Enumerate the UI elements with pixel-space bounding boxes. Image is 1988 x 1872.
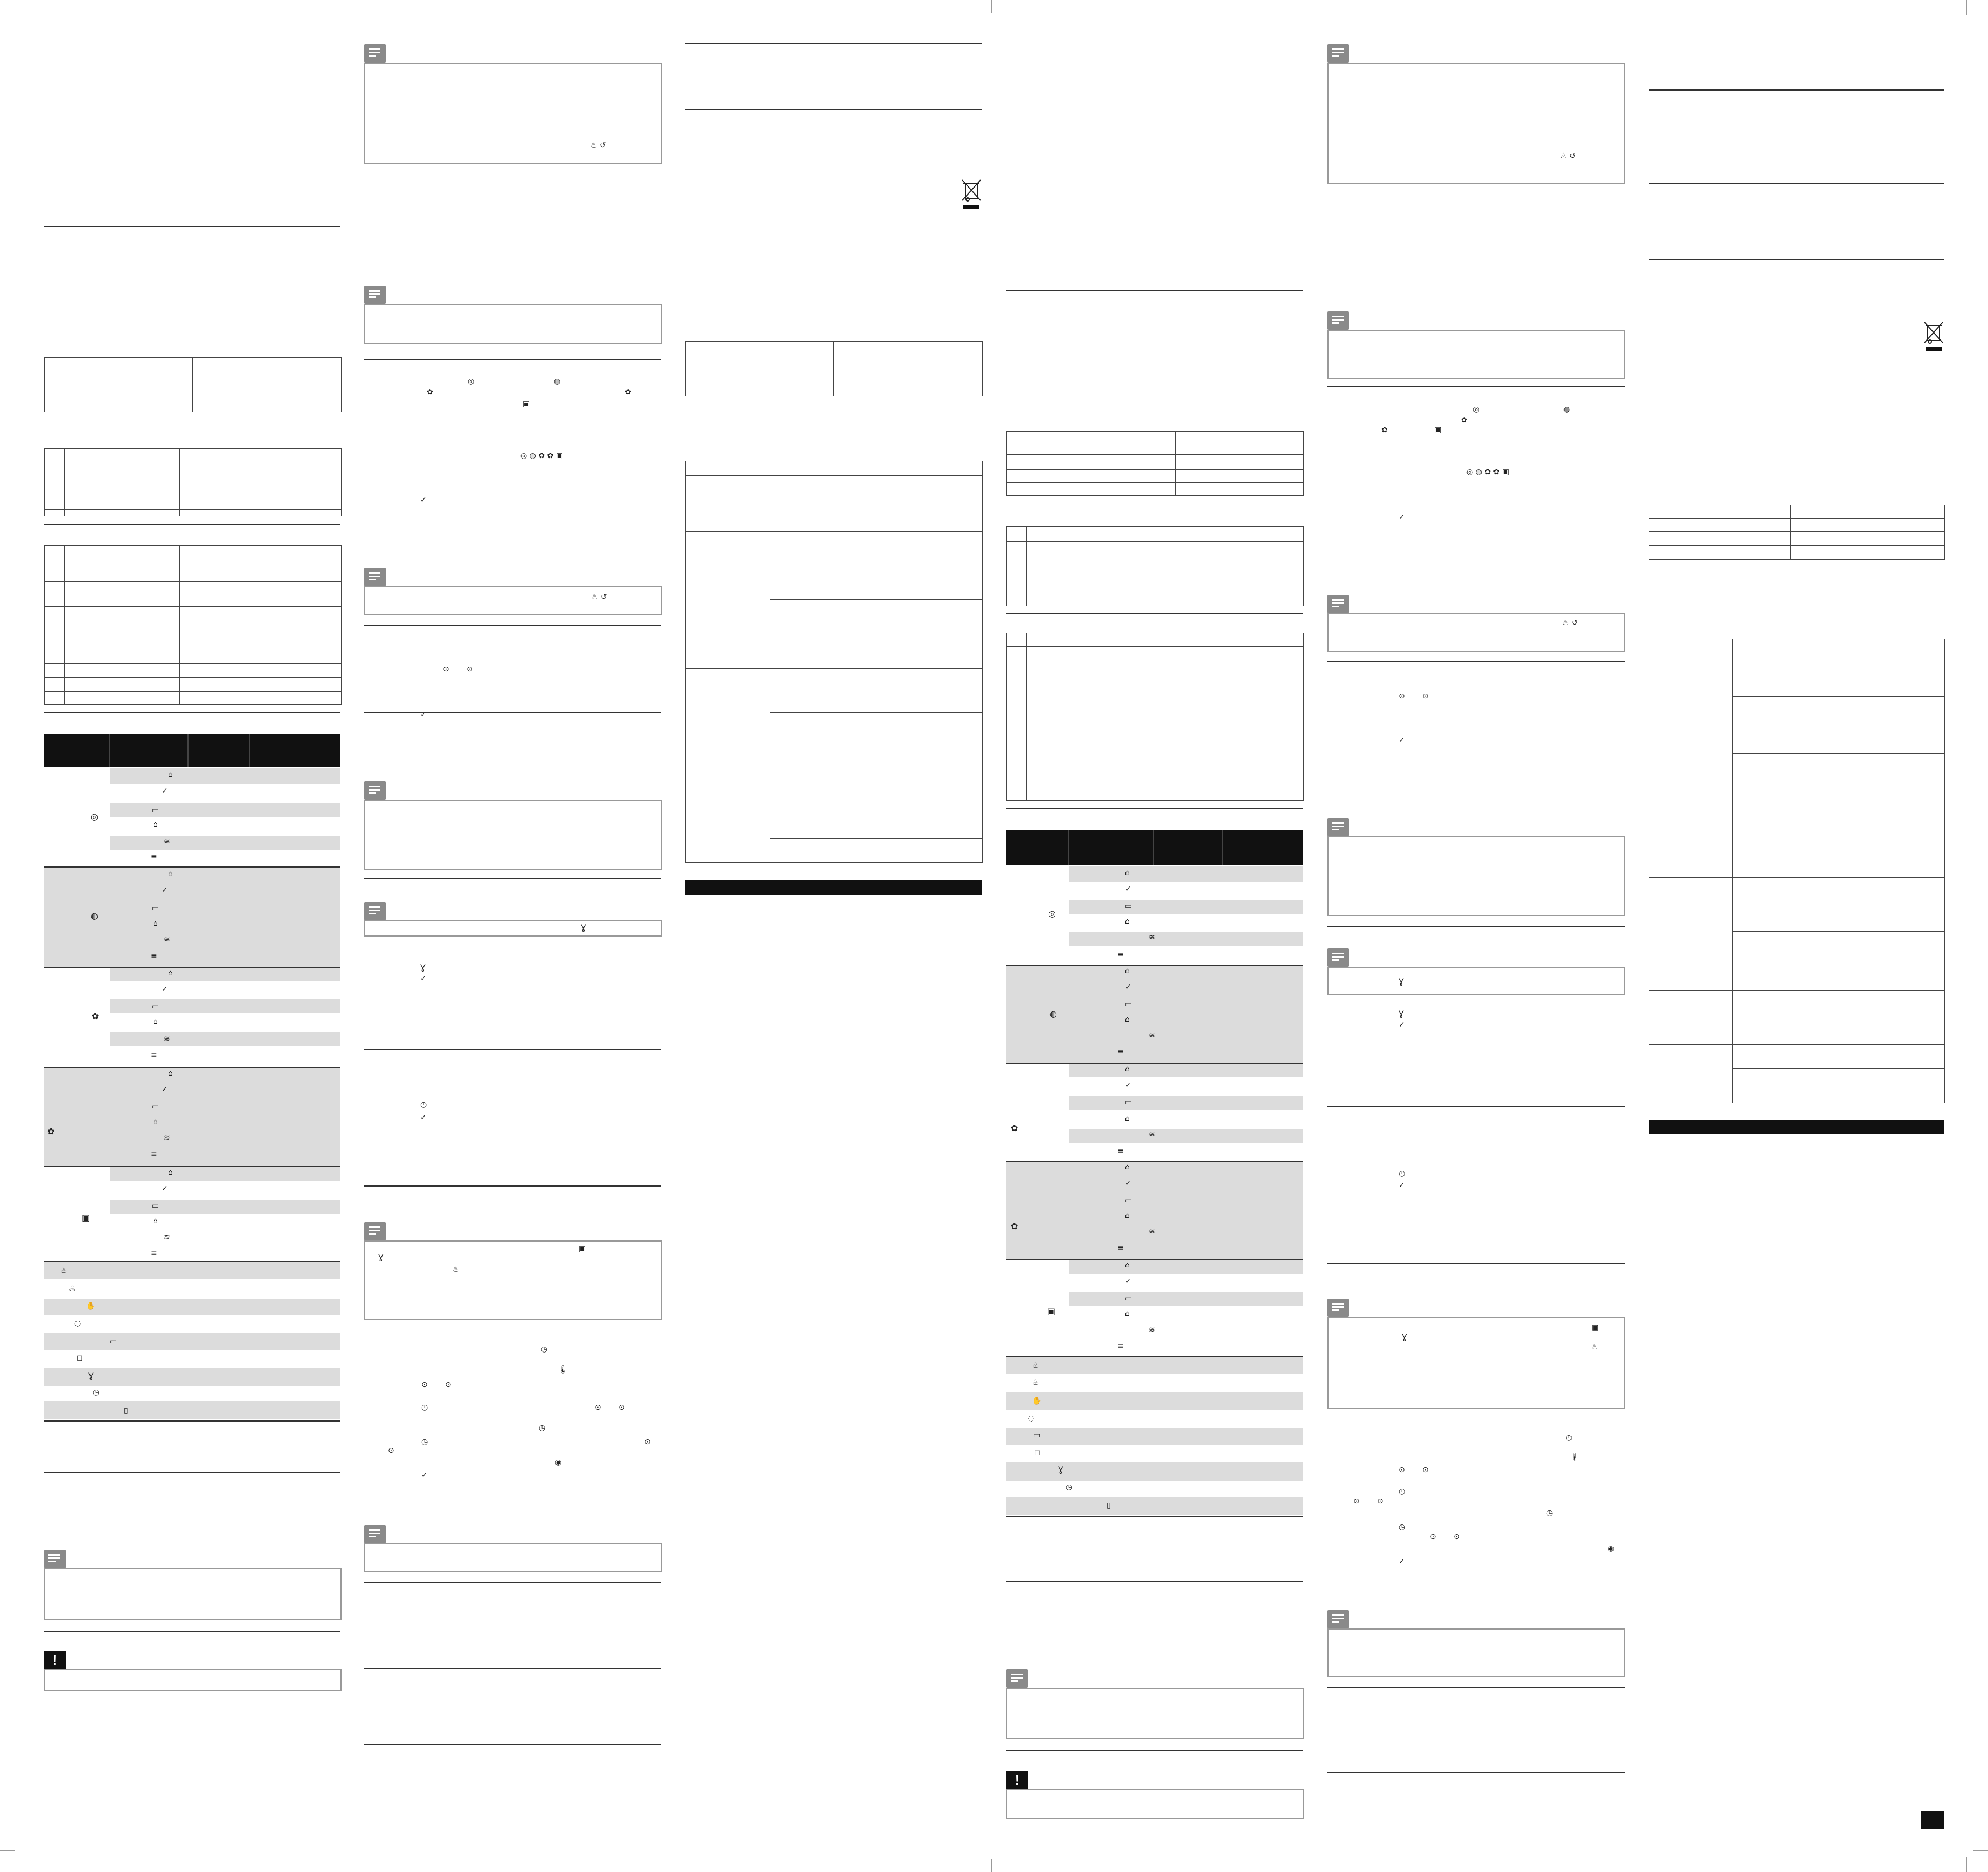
column-6 [1649,0,1988,1872]
section-divider [364,1668,661,1669]
section-divider [364,359,661,360]
confirm-check-icon: ✓ [420,1113,427,1122]
sticky-icon: ⌂ [1125,1309,1130,1318]
note-box [1327,63,1625,184]
custom-texture-icon: ≋ [164,1035,170,1043]
note-icon [364,286,386,304]
crop-mark [1966,0,1967,15]
plus-button-icon: ⊙ [644,1438,651,1446]
page-number-block [1921,1811,1944,1829]
note-icon [1327,311,1349,330]
custom-texture-icon: ≋ [1149,1031,1155,1040]
mixed-grain-icon: ✿ [47,1126,55,1136]
soft-icon: ✓ [162,985,168,994]
grain-icon: ✋ [86,1302,96,1311]
grain-icon: ✿ [92,1011,99,1021]
keep-warm-icon: ♨ ↺ [1560,152,1576,161]
confirm-check-icon: ✓ [420,496,427,504]
crossed-out-wheelie-bin-icon [1921,320,1946,352]
rice-program-icons: ◎ ◍ ✿ ✿ ▣ [1466,468,1509,476]
custom-texture-icon: ≡ [151,1150,157,1159]
regular-icon: ▭ [1125,1000,1132,1009]
section-divider [1649,89,1944,91]
parts-table-b [44,545,342,705]
troubleshooting-table [1649,639,1945,1103]
note-icon [1327,44,1349,63]
fluffy-icon: ⌂ [168,771,173,779]
custom-texture-icon: ≡ [1117,1147,1124,1155]
multigrain-icon: ▣ [579,1245,586,1253]
fluffy-icon: ⌂ [168,1168,173,1177]
crossed-out-wheelie-bin-icon [959,178,984,210]
regular-icon: ▭ [152,1103,159,1111]
crop-mark [1966,1857,1967,1872]
program-table [1006,830,1303,1517]
note-box [1327,613,1625,652]
section-divider [1327,1772,1625,1773]
section-divider [1649,259,1944,260]
timer-icon: ◷ [1546,1509,1553,1517]
section-divider [1006,808,1303,809]
fluffy-icon: ⌂ [168,1069,173,1078]
timer-icon: ◷ [93,1388,100,1397]
note-box [1327,836,1625,916]
timer-icon: ◷ [421,1438,428,1446]
rice-pot-icon: ◍ [91,911,98,921]
steam-icon: Ɣ [1058,1466,1063,1474]
note-box [1327,967,1625,995]
steam-icon: Ɣ [1402,1333,1407,1342]
parts-table-a [1006,526,1304,606]
multigrain-icon: ▣ [1591,1323,1599,1332]
section-divider [685,109,982,110]
warning-box [44,1669,342,1691]
program-table [44,734,340,1423]
parts-table-b [1006,633,1304,801]
section-divider [1006,290,1303,291]
section-divider [1006,613,1303,614]
keep-warm-icon: ♨ [453,1265,460,1274]
rice-pot-icon: ◍ [554,377,561,386]
regular-icon: ▭ [1125,1098,1132,1107]
section-divider [364,1049,661,1050]
custom-texture-icon: ≋ [164,1134,170,1142]
regular-icon: ▭ [152,904,159,913]
section-divider [1327,1687,1625,1688]
plus-button-icon: ⊙ [443,665,449,674]
note-icon [364,781,386,800]
custom-texture-icon: ≡ [151,1249,157,1258]
soft-icon: ✓ [162,886,168,895]
note-icon [364,44,386,63]
soft-icon: ✓ [162,1184,168,1193]
minus-button-icon: ⊙ [388,1446,394,1455]
section-divider [364,712,661,713]
steam-icon: ♨ [60,1266,67,1275]
keep-warm-icon: ♨ [1591,1343,1598,1351]
rice-pot-icon: ◻ [77,1354,83,1362]
sticky-icon: ⌂ [1125,917,1130,926]
steam-icon: Ɣ [1399,977,1404,986]
plus-button-icon: ⊙ [595,1403,601,1412]
spec-table [1006,431,1304,496]
multigrain-icon: ▣ [1434,426,1442,434]
custom-texture-icon: ≋ [1149,1228,1155,1236]
custom-texture-icon: ≋ [164,837,170,846]
timer-icon: ◷ [541,1345,548,1354]
fold-mark [991,0,992,13]
note-box [1327,1628,1625,1677]
multigrain-icon: ▣ [1047,1306,1056,1316]
rice-pot-icon: ◻ [1034,1448,1041,1457]
mixed-grain-icon: ✿ [1381,426,1388,434]
power-icon: ◉ [555,1458,562,1467]
sticky-icon: ⌂ [1125,1015,1130,1024]
fluffy-icon: ⌂ [168,870,173,878]
minus-button-icon: ⊙ [1454,1533,1460,1541]
fluffy-icon: ⌂ [1125,869,1130,877]
rice-bowl-icon: ◎ [91,812,98,822]
note-box [44,1568,342,1620]
steam-icon: Ɣ [378,1253,384,1262]
rice-bowl-icon: ◎ [1473,405,1480,414]
fluffy-icon: ⌂ [1125,1065,1130,1073]
note-box [1006,1688,1304,1739]
section-divider [685,43,982,44]
sticky-icon: ⌂ [1125,1211,1130,1220]
fluffy-icon: ⌂ [168,969,173,977]
timer-icon: ◷ [539,1424,546,1432]
crop-mark [0,1850,15,1851]
custom-texture-icon: ≋ [1149,1326,1155,1334]
section-divider [44,524,340,525]
note-box [364,1240,662,1320]
note-box [364,920,662,937]
timer-icon: ◷ [1566,1433,1573,1442]
column-1 [0,0,345,1872]
note-icon [44,1550,66,1568]
keep-warm-icon: ♨ ↺ [592,593,607,601]
column-3 [668,0,991,1872]
plus-button-icon: ⊙ [1399,692,1405,701]
sticky-icon: ⌂ [153,1017,158,1026]
regular-icon: ▭ [152,1202,159,1210]
section-divider [364,878,661,879]
section-divider [1327,926,1625,927]
section-divider [44,1472,340,1473]
note-box [364,800,662,870]
mixed-grain-icon: ✿ [625,388,631,397]
custom-texture-icon: ≡ [151,952,157,960]
fold-mark [991,1859,992,1872]
note-icon [1327,1610,1349,1628]
section-divider [364,1185,661,1187]
troubleshooting-table [685,461,983,863]
sticky-icon: ⌂ [153,1217,158,1225]
rice-bowl-icon: ◎ [468,377,475,386]
warning-icon: ! [44,1651,66,1669]
power-icon: ◉ [1608,1544,1615,1553]
confirm-check-icon: ✓ [1399,1181,1405,1190]
power-icon: ▯ [1107,1501,1111,1510]
steam-icon: Ɣ [420,963,426,972]
timer-icon: ◷ [420,1100,427,1109]
grain-icon: ✋ [1032,1397,1042,1405]
section-divider [1327,1106,1625,1107]
minus-button-icon: ⊙ [1422,1466,1429,1474]
confirm-check-icon: ✓ [421,1471,428,1480]
note-box [1327,1317,1625,1409]
soft-icon: ✓ [1125,1179,1131,1188]
sticky-icon: ⌂ [153,1118,158,1126]
section-divider [1327,1263,1625,1264]
fluffy-icon: ⌂ [1125,1261,1130,1270]
spec-table [44,357,342,412]
soft-icon: ✓ [1125,885,1131,893]
regular-icon: ▭ [1125,902,1132,911]
custom-texture-icon: ≋ [1149,933,1155,942]
custom-texture-icon: ≋ [1149,1131,1155,1139]
section-divider [1327,661,1625,662]
custom-texture-icon: ▭ [1033,1431,1041,1440]
section-bar [1649,1120,1944,1134]
sticky-icon: ⌂ [153,919,158,928]
plus-button-icon: ⊙ [421,1381,428,1389]
section-divider [44,226,340,227]
custom-texture-icon: ≡ [151,1051,157,1059]
rice-bowl-icon: ◎ [1048,909,1056,919]
section-divider [44,1631,340,1632]
keep-warm-icon: ♨ [1032,1378,1039,1387]
plus-button-icon: ⊙ [1399,1466,1405,1474]
regular-icon: ▭ [152,1002,159,1011]
section-divider [1006,1750,1303,1751]
grain-icon: ✿ [1461,416,1468,425]
note-box [364,1543,662,1572]
grain-icon: ✿ [427,388,433,397]
keep-warm-icon: ♨ [69,1285,76,1293]
note-icon [1327,818,1349,836]
custom-texture-icon: ≡ [1117,1048,1124,1056]
regular-icon: ▭ [1125,1196,1132,1205]
soft-icon: ✓ [1125,1277,1131,1286]
section-divider [364,625,661,626]
power-icon: ▯ [124,1406,128,1415]
timer-icon: ◷ [421,1403,428,1412]
minus-button-icon: ⊙ [618,1403,625,1412]
note-icon [364,1222,386,1240]
custom-texture-icon: ▭ [110,1337,117,1346]
crop-mark [1973,1850,1988,1851]
steam-icon: Ɣ [1399,1010,1404,1018]
steam-icon: Ɣ [88,1372,94,1381]
minus-button-icon: ⊙ [467,665,473,674]
sticky-icon: ⌂ [153,820,158,829]
regular-icon: ▭ [152,806,159,815]
plus-button-icon: ⊙ [1353,1497,1360,1506]
multigrain-icon: ▣ [523,400,530,408]
warning-icon: ! [1006,1771,1028,1789]
minus-button-icon: ⊙ [445,1381,451,1389]
custom-texture-icon: ≋ [164,935,170,944]
sticky-icon: ◌ [1028,1414,1035,1423]
minus-button-icon: ⊙ [1377,1497,1384,1506]
rice-pot-icon: ◍ [1563,405,1570,414]
confirm-check-icon: ✓ [420,974,427,983]
section-divider [1006,1581,1303,1582]
temperature-icon: 🌡 [558,1365,568,1374]
confirm-check-icon: ✓ [1399,736,1405,745]
regular-icon: ▭ [1125,1294,1132,1303]
note-icon [1327,1299,1349,1317]
section-divider [364,1744,661,1745]
soft-icon: ✓ [162,787,168,795]
note-box [364,63,662,164]
confirm-check-icon: ✓ [1399,1557,1405,1566]
confirm-check-icon: ✓ [420,710,427,719]
timer-icon: ◷ [1399,1487,1406,1496]
soft-icon: ✓ [1125,983,1131,992]
section-divider [1649,183,1944,184]
mixed-grain-icon: ✿ [1011,1221,1018,1231]
rice-program-icons: ◎ ◍ ✿ ✿ ▣ [520,452,563,460]
column-4 [991,0,1320,1872]
custom-texture-icon: ≋ [164,1233,170,1242]
note-icon [1327,595,1349,613]
note-icon [364,902,386,920]
section-divider [1327,386,1625,387]
custom-texture-icon: ≡ [1117,951,1124,959]
timer-icon: ◷ [1399,1169,1406,1178]
minus-button-icon: ⊙ [1422,692,1429,701]
plus-button-icon: ⊙ [1430,1533,1436,1541]
section-divider [364,1582,661,1583]
timer-icon: ◷ [1066,1483,1073,1492]
rice-pot-icon: ◍ [1049,1009,1057,1019]
custom-texture-icon: ≡ [1117,1244,1124,1252]
spec-table [685,341,983,396]
note-icon [364,1525,386,1543]
column-5 [1320,0,1649,1872]
note-icon [364,568,386,586]
parts-table-a [44,448,342,516]
grain-icon: ✿ [1011,1123,1018,1133]
confirm-check-icon: ✓ [1399,1021,1405,1029]
multigrain-icon: ▣ [82,1212,91,1223]
note-icon [1327,948,1349,967]
temperature-icon: 🌡 [1570,1453,1580,1461]
sticky-icon: ⌂ [1125,1114,1130,1123]
note-box [364,586,662,615]
section-divider [44,712,340,713]
keep-warm-icon: ♨ ↺ [590,141,606,150]
warning-box [1006,1789,1304,1819]
timer-icon: ◷ [1399,1523,1406,1531]
steam-icon: Ɣ [581,924,586,932]
fluffy-icon: ⌂ [1125,1163,1130,1171]
keep-warm-icon: ♨ ↺ [1562,619,1578,627]
sticky-icon: ◌ [74,1319,81,1328]
note-icon [1006,1669,1028,1688]
spec-table [1649,505,1945,560]
section-bar [685,880,982,895]
note-box [1327,330,1625,379]
steam-icon: ♨ [1032,1361,1039,1370]
custom-texture-icon: ≡ [151,852,157,861]
custom-texture-icon: ≡ [1117,1342,1124,1350]
soft-icon: ✓ [162,1085,168,1094]
column-2 [345,0,668,1872]
fluffy-icon: ⌂ [1125,967,1130,975]
soft-icon: ✓ [1125,1081,1131,1090]
note-box [364,304,662,344]
confirm-check-icon: ✓ [1399,513,1405,522]
